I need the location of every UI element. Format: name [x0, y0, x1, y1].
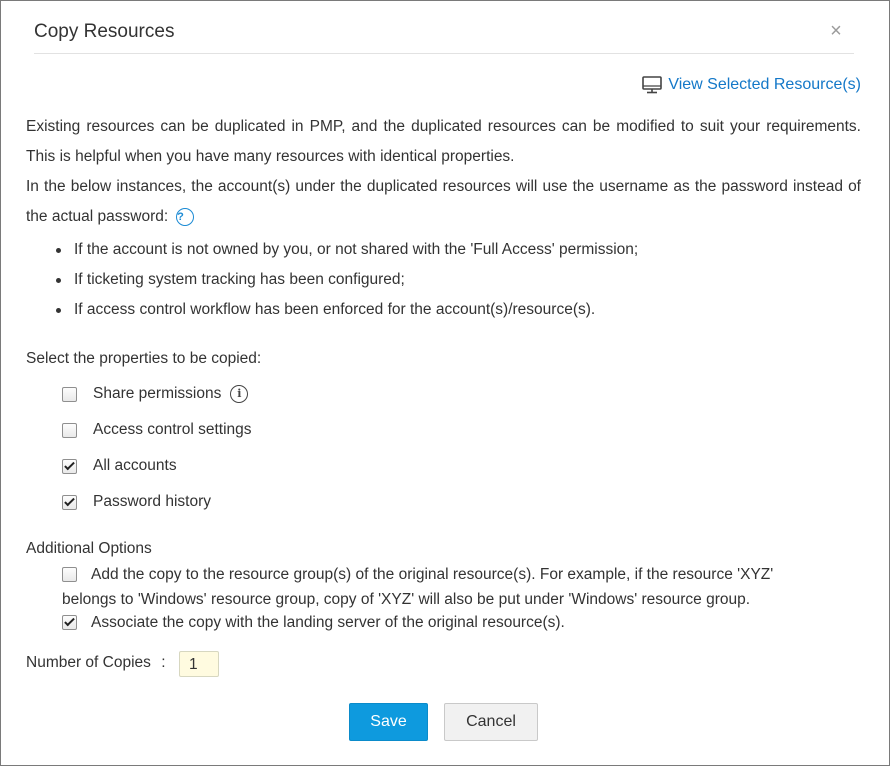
landing-server-label: Associate the copy with the landing server of the original resource(s). [91, 614, 565, 631]
copies-colon: : [161, 654, 166, 671]
resource-group-option [62, 562, 822, 612]
list-item: If ticketing system tracking has been configured; [51, 265, 638, 295]
view-link-label: View Selected Resource(s) [668, 76, 861, 93]
password-history-option [62, 491, 211, 513]
share-permissions-label: Share permissions [93, 385, 222, 402]
save-button[interactable]: Save [349, 703, 428, 741]
password-history-label: Password history [93, 493, 212, 510]
close-icon[interactable]: × [830, 20, 842, 42]
landing-server-checkbox[interactable] [62, 615, 77, 630]
share-permissions-checkbox[interactable] [62, 387, 77, 402]
all-accounts-option [62, 455, 177, 477]
share-permissions-option [62, 383, 248, 405]
resource-group-label: Add the copy to the resource group(s) of the original resource(s). For example, if the resource 'XYZ' belongs to 'Windows' resource group, copy of 'XYZ' will also be put under 'Windows' resource group. [62, 566, 774, 608]
dialog-title: Copy Resources [34, 21, 175, 42]
access-control-checkbox[interactable] [62, 423, 77, 438]
landing-server-option [62, 610, 822, 635]
properties-label: Select the properties to be copied: [26, 350, 262, 367]
conditions-list [51, 235, 638, 325]
info-icon[interactable]: i [230, 385, 248, 403]
access-control-option [62, 419, 252, 441]
all-accounts-checkbox[interactable] [62, 459, 77, 474]
note-label: In the below instances, the account(s) under the duplicated resources will use the username as the password instead of the actual password: [26, 178, 861, 225]
list-item: If the account is not owned by you, or not shared with the 'Full Access' permission; [51, 235, 638, 265]
cancel-button[interactable]: Cancel [444, 703, 538, 741]
help-icon[interactable]: ? [176, 208, 194, 226]
resource-group-checkbox[interactable] [62, 567, 77, 582]
access-control-label: Access control settings [93, 421, 252, 438]
monitor-icon [642, 76, 662, 94]
password-history-checkbox[interactable] [62, 495, 77, 510]
intro-text: Existing resources can be duplicated in PMP, and the duplicated resources can be modified to suit your requirements. This is helpful when you have many resources with identical properties. [26, 118, 861, 165]
title-divider [34, 53, 854, 54]
number-of-copies-input[interactable]: 1 [179, 651, 219, 677]
copies-label [26, 654, 166, 672]
additional-options-label: Additional Options [26, 540, 152, 557]
list-item: If access control workflow has been enforced for the account(s)/resource(s). [51, 295, 638, 325]
copies-label-text: Number of Copies [26, 654, 151, 671]
all-accounts-label: All accounts [93, 457, 177, 474]
view-selected-resources-link[interactable] [642, 76, 861, 94]
note-text [26, 172, 861, 232]
